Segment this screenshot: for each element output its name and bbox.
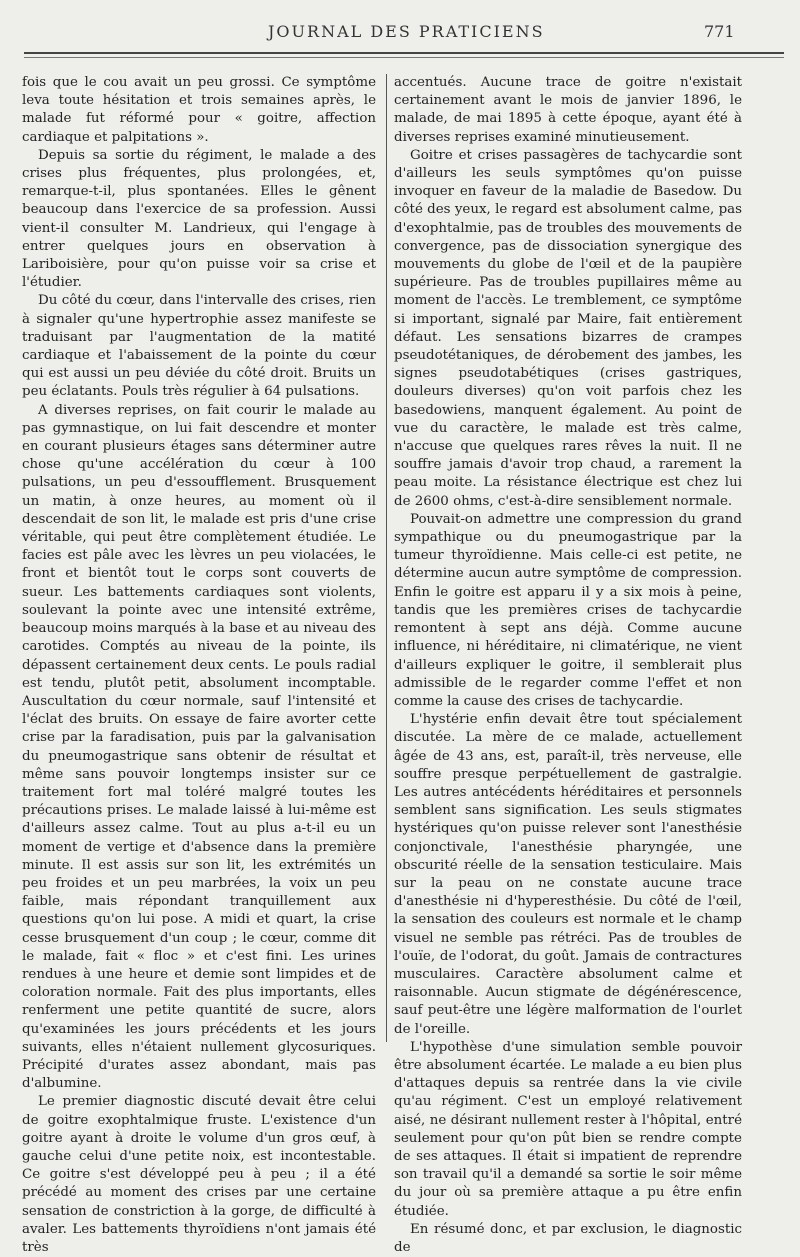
paragraph: Du côté du cœur, dans l'intervalle des crises, rien à signaler qu'une hypertrophie assez manifeste se traduisant par l'augmentation de la matité cardiaque et l'abaissement de la pointe du cœur qui est aussi un peu déviée du côté droit. Bruits un peu éclatants. Pouls très régulier à 64 pulsations. bbox=[22, 293, 376, 400]
page-number: 771 bbox=[704, 22, 735, 41]
running-title: JOURNAL DES PRATICIENS bbox=[268, 22, 545, 41]
paragraph: L'hypothèse d'une simulation semble pouvoir être absolument écartée. Le malade a eu bien plus d'attaques depuis sa rentrée dans la vie civile qu'au régiment. C'est un employé relativement aisé, ne désirant nullement rester à l'hôpital, entré seulement pour qu'on pût bien se rendre compte de ses attaques. Il était si impatient de reprendre son travail qu'il a demandé sa sortie le soir même du jour où sa première attaque a pu être enfin étudiée. bbox=[394, 1039, 742, 1219]
paragraph: Pouvait-on admettre une compression du grand sympathique ou du pneumogastrique par la tumeur thyroïdienne. Mais celle-ci est petite, ne détermine aucun autre symptôme de compression. Enfin le goitre est apparu il y a six mois à peine, tandis que les premières crises de tachycardie remontent à sept ans déjà. Comme aucune influence, ni héréditaire, ni climatérique, ne vient d'ailleurs expliquer le goitre, il semblerait plus admissible de le regarder comme l'effet et non comme la cause des crises de tachycardie. bbox=[394, 511, 742, 709]
paragraph: Goitre et crises passagères de tachycardie sont d'ailleurs les seuls symptômes qu'on puisse invoquer en faveur de la maladie de Basedow. Du côté des yeux, le regard est absolument calme, pas d'exophtalmie, pas de troubles des mouvements de convergence, pas de dissociation synergique des mouvements du globe de l'œil et de la paupière supérieure. Pas de troubles pupillaires même au moment de l'accès. Le tremblement, ce symptôme si important, signalé par Maire, fait entièrement défaut. Les sensations bizarres de crampes pseudotétaniques, de dérobement des jambes, les signes pseudotabétiques (crises gastriques, douleurs diverses) qu'on voit parfois chez les basedowiens, manquent également. Au point de vue du caractère, le malade est très calme, n'accuse que quelques rares rêves la nuit. Il ne souffre jamais d'avoir trop chaud, a rarement la peau moite. La résistance électrique est chez lui de 2600 ohms, c'est-à-dire sensiblement normale. bbox=[394, 147, 742, 509]
right-column bbox=[394, 74, 742, 1255]
paragraph: Le premier diagnostic discuté devait être celui de goitre exophtalmique fruste. L'existence d'un goitre ayant à droite le volume d'un gros œuf, à gauche celui d'une petite noix, est incontestable. Ce goitre s'est développé peu à peu ; il a été précédé au moment des crises par une certaine sensation de constriction à la gorge, de difficulté à avaler. Les battements thyroïdiens n'ont jamais été très bbox=[22, 1094, 376, 1255]
paragraph: fois que le cou avait un peu grossi. Ce symptôme leva toute hésitation et trois semaines après, le malade fut réformé pour « goitre, affection cardiaque et palpitations ». bbox=[22, 75, 376, 145]
left-column bbox=[22, 74, 376, 1255]
paragraph: L'hystérie enfin devait être tout spécialement discutée. La mère de ce malade, actuellement âgée de 43 ans, est, paraît-il, très nerveuse, elle souffre presque perpétuellement de gastralgie. Les autres antécédents héréditaires et personnels semblent sans signification. Les seuls stigmates hystériques qu'on puisse relever sont l'anesthésie conjonctivale, l'anesthésie pharyngée, une obscurité réelle de la sensation testiculaire. Mais sur la peau on ne constate aucune trace d'anesthésie ni d'hyperesthésie. Du côté de l'œil, la sensation des couleurs est normale et le champ visuel ne semble pas rétréci. Pas de troubles de l'ouïe, de l'odorat, du goût. Jamais de contractures musculaires. Caractère absolument calme et raisonnable. Aucun stigmate de dégénérescence, sauf peut-être une légère malformation de l'ourlet de l'oreille. bbox=[394, 712, 742, 1037]
header-rule-thin bbox=[24, 57, 784, 58]
paragraph: A diverses reprises, on fait courir le malade au pas gymnastique, on lui fait descendre et monter en courant plusieurs étages sans déterminer autre chose qu'une accélération du cœur à 100 pulsations, un peu d'essoufflement. Brusquement un matin, à onze heures, au moment où il descendait de son lit, le malade est pris d'une crise véritable, qui peut être complètement étudiée. Le facies est pâle avec les lèvres un peu violacées, le front et bientôt tout le corps sont couverts de sueur. Les battements cardiaques sont violents, soulevant la pointe avec une intensité extrême, beaucoup moins marqués à la base et au niveau des carotides. Comptés au niveau de la pointe, ils dépassent certainement deux cents. Le pouls radial est tendu, plutôt petit, absolument incomptable. Auscultation du cœur normale, sauf l'intensité et l'éclat des bruits. On essaye de faire avorter cette crise par la faradisation, puis par la galvanisation du pneumogastrique sans obtenir de résultat et même sans pouvoir longtemps insister sur ce traitement fort mal toléré malgré toutes les précautions prises. Le malade laissé à lui-même est d'ailleurs assez calme. Tout au plus a-t-il eu un moment de vertige et d'absence dans la première minute. Il est assis sur son lit, les extrémités un peu froides et un peu marbrées, la voix un peu faible, mais répondant tranquillement aux questions qu'on lui pose. A midi et quart, la crise cesse brusquement d'un coup ; le cœur, comme dit le malade, fait « floc » et c'est fini. Les urines rendues à une heure et demie sont limpides et de coloration normale. Fait des plus importants, elles renferment une petite quantité de sucre, alors qu'examinées les jours précédents et les jours suivants, elles n'étaient nullement glycosuriques. Précipité d'urates assez abondant, mais pas d'albumine. bbox=[22, 402, 376, 1092]
paragraph: En résumé donc, et par exclusion, le diagnostic de bbox=[394, 1221, 742, 1255]
header-rule bbox=[24, 52, 784, 54]
paragraph: accentués. Aucune trace de goitre n'existait certainement avant le mois de janvier 1896, le malade, de mai 1895 à cette époque, ayant été à diverses reprises examiné minutieusement. bbox=[394, 75, 742, 145]
column-divider bbox=[386, 74, 387, 1042]
paragraph: Depuis sa sortie du régiment, le malade a des crises plus fréquentes, plus prolongées, et, remarque-t-il, plus spontanées. Elles le gênent beaucoup dans l'exercice de sa profession. Aussi vient-il consulter M. Landrieux, qui l'engage à entrer quelques jours en observation à Lariboisière, pour qu'on puisse voir sa crise et l'étudier. bbox=[22, 147, 376, 291]
